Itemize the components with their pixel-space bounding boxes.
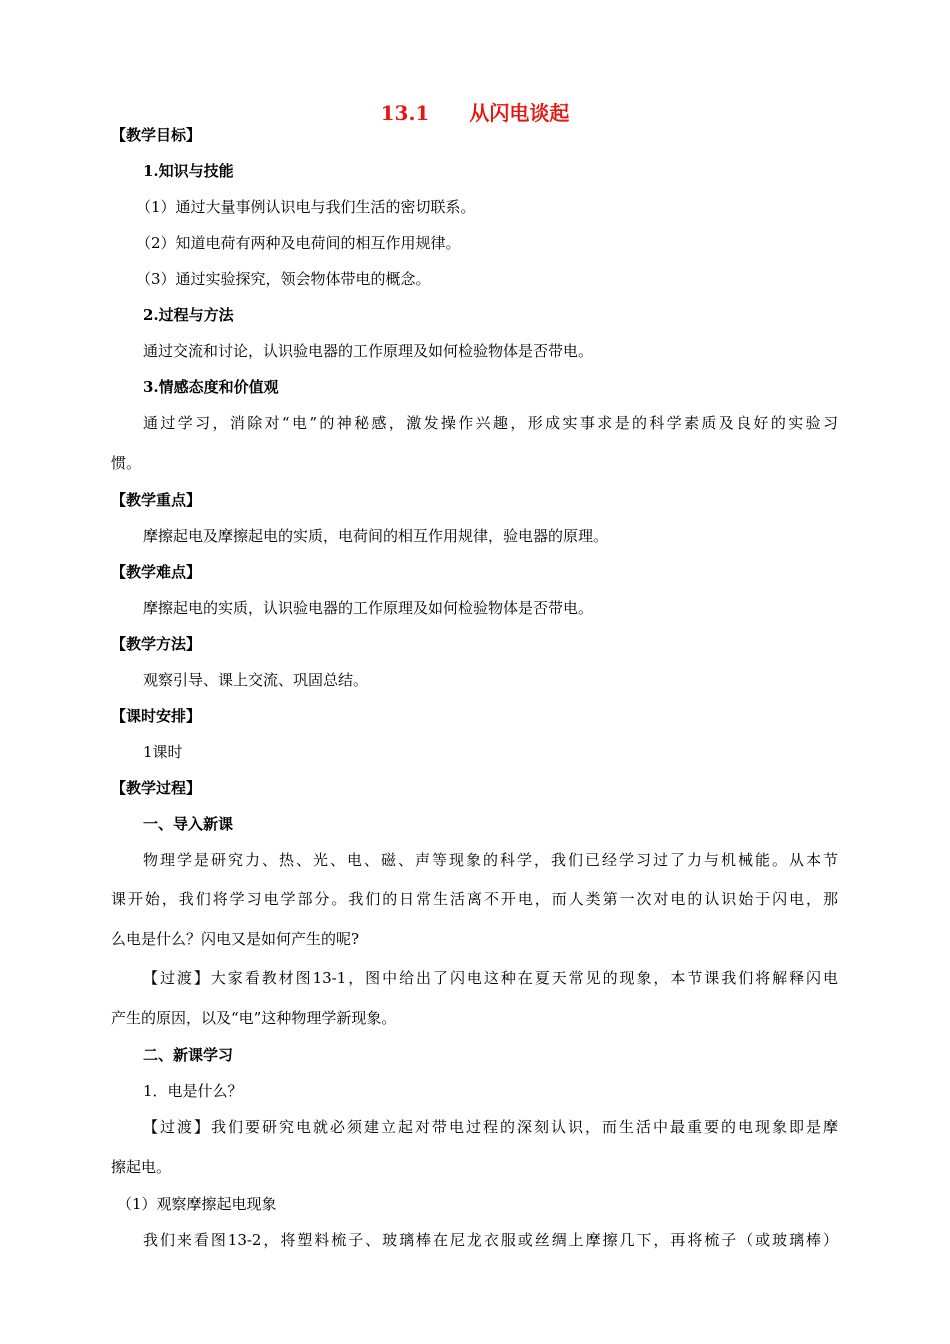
process-method-text: 通过交流和讨论，认识验电器的工作原理及如何检验物体是否带电。	[143, 342, 594, 360]
knowledge-item-3: （3）通过实验探究，领会物体带电的概念。	[136, 270, 431, 288]
emotion-values-heading: 3.情感态度和价值观	[143, 378, 279, 396]
new-lesson-subheading-2: （1）观察摩擦起电现象	[117, 1195, 277, 1213]
key-points-heading: 【教学重点】	[111, 491, 202, 509]
objectives-heading: 【教学目标】	[111, 126, 202, 144]
page-title: 13.1 从闪电谈起	[380, 101, 570, 125]
intro-heading: 一、导入新课	[143, 815, 234, 833]
process-method-heading: 2.过程与方法	[143, 306, 234, 324]
new-lesson-paragraph-line-1: 我们来看图13-2，将塑料梳子、玻璃棒在尼龙衣服或丝绸上摩擦几下，再将梳子（或玻璃棒）	[143, 1231, 838, 1249]
new-lesson-heading: 二、新课学习	[143, 1046, 234, 1064]
methods-text: 观察引导、课上交流、巩固总结。	[143, 671, 369, 689]
schedule-text: 1课时	[143, 743, 183, 761]
new-lesson-transition-line-2: 擦起电。	[111, 1158, 172, 1176]
schedule-heading: 【课时安排】	[111, 707, 202, 725]
new-lesson-subheading-1: 1．电是什么？	[143, 1082, 243, 1100]
intro-paragraph-line-3: 么电是什么？闪电又是如何产生的呢?	[111, 930, 360, 948]
methods-heading: 【教学方法】	[111, 635, 202, 653]
intro-transition-line-1: 【过渡】大家看教材图13-1，图中给出了闪电这种在夏天常见的现象，本节课我们将解释闪电	[143, 969, 838, 987]
intro-transition-line-2: 产生的原因，以及“电”这种物理学新现象。	[111, 1009, 397, 1027]
difficulties-heading: 【教学难点】	[111, 563, 202, 581]
teaching-process-heading: 【教学过程】	[111, 779, 202, 797]
emotion-values-text-line-2: 惯。	[111, 454, 142, 472]
knowledge-skills-heading: 1.知识与技能	[143, 162, 234, 180]
emotion-values-text-line-1: 通过学习，消除对“电”的神秘感，激发操作兴趣，形成实事求是的科学素质及良好的实验习	[143, 414, 838, 432]
difficulties-text: 摩擦起电的实质，认识验电器的工作原理及如何检验物体是否带电。	[143, 599, 594, 617]
knowledge-item-1: （1）通过大量事例认识电与我们生活的密切联系。	[136, 198, 476, 216]
key-points-text: 摩擦起电及摩擦起电的实质，电荷间的相互作用规律，验电器的原理。	[143, 527, 609, 545]
intro-paragraph-line-2: 课开始，我们将学习电学部分。我们的日常生活离不开电，而人类第一次对电的认识始于闪电，那	[111, 890, 838, 908]
knowledge-item-2: （2）知道电荷有两种及电荷间的相互作用规律。	[136, 234, 461, 252]
new-lesson-transition-line-1: 【过渡】我们要研究电就必须建立起对带电过程的深刻认识，而生活中最重要的电现象即是摩	[143, 1118, 838, 1136]
intro-paragraph-line-1: 物理学是研究力、热、光、电、磁、声等现象的科学，我们已经学习过了力与机械能。从本节	[143, 851, 838, 869]
